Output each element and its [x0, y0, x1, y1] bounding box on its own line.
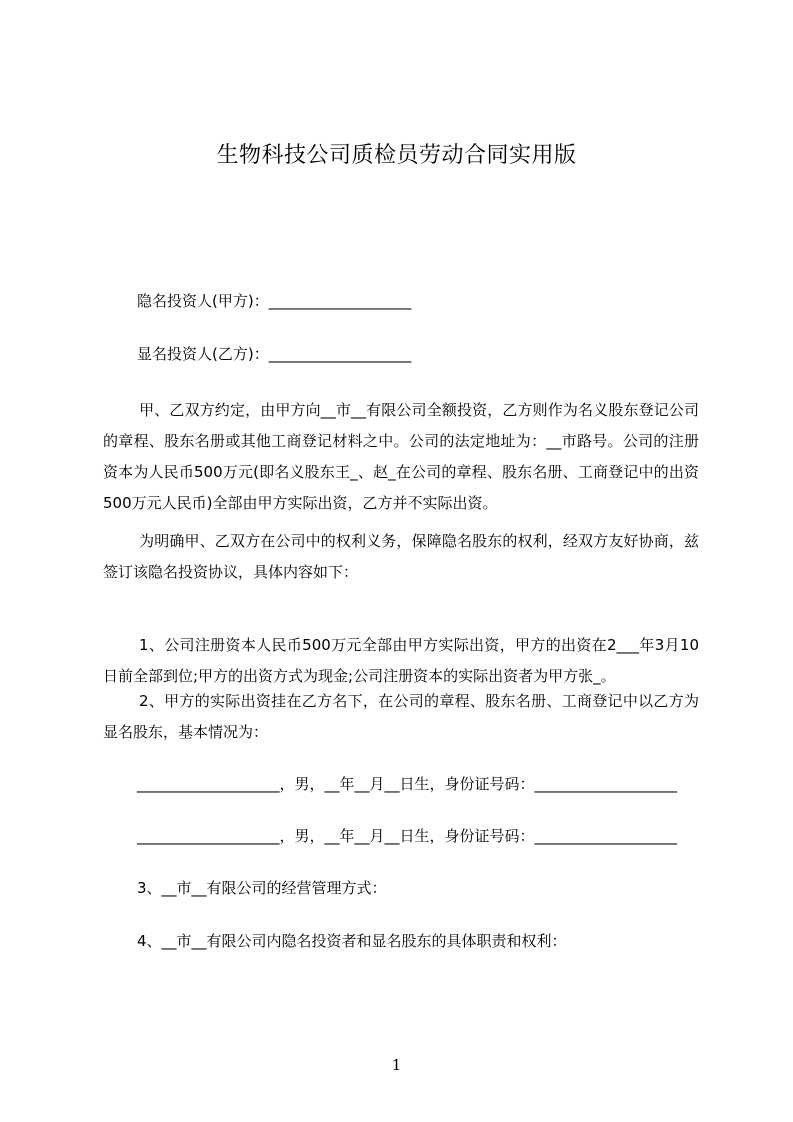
document-title: 生物科技公司质检员劳动合同实用版: [216, 143, 577, 168]
paragraph-agreement: [103, 395, 699, 519]
page-number: 1: [391, 1056, 402, 1074]
clause-2-text: 2、甲方的实际出资挂在乙方名下，在公司的章程、股东名册、工商登记中以乙方为显名股东，基本情况为：: [103, 692, 699, 741]
party-b-line: 显名投资人(乙方)：___________________: [137, 345, 412, 363]
party-a-line: 隐名投资人(甲方)：___________________: [137, 292, 412, 310]
paragraph-purpose: [103, 526, 699, 588]
shareholder-line-2: ___________________，男，__年__月__日生，身份证号码：___________________: [137, 827, 678, 845]
shareholder-line-1: ___________________，男，__年__月__日生，身份证号码：___________________: [137, 775, 678, 793]
paragraph-agreement-text: 甲、乙双方约定，由甲方向__市__有限公司全额投资，乙方则作为名义股东登记公司的章程、股东名册或其他工商登记材料之中。公司的法定地址为：__市路号。公司的注册资本为人民币500万元(即名义股东王_、赵_在公司的章程、股东名册、工商登记中的出资500万元人民币)全部由甲方实际出资，乙方并不实际出资。: [103, 401, 699, 512]
clause-2: [103, 686, 699, 748]
clause-4: 4、__市__有限公司内隐名投资者和显名股东的具体职责和权利：: [137, 932, 567, 950]
clause-3: 3、__市__有限公司的经营管理方式：: [137, 879, 387, 897]
paragraph-purpose-text: 为明确甲、乙双方在公司中的权利义务，保障隐名股东的权利，经双方友好协商，兹签订该隐名投资协议，具体内容如下：: [103, 532, 699, 581]
clause-1-text: 1、公司注册资本人民币500万元全部由甲方实际出资，甲方的出资在2___年3月10日前全部到位;甲方的出资方式为现金;公司注册资本的实际出资者为甲方张_。: [103, 636, 699, 685]
clause-1: [103, 630, 699, 692]
